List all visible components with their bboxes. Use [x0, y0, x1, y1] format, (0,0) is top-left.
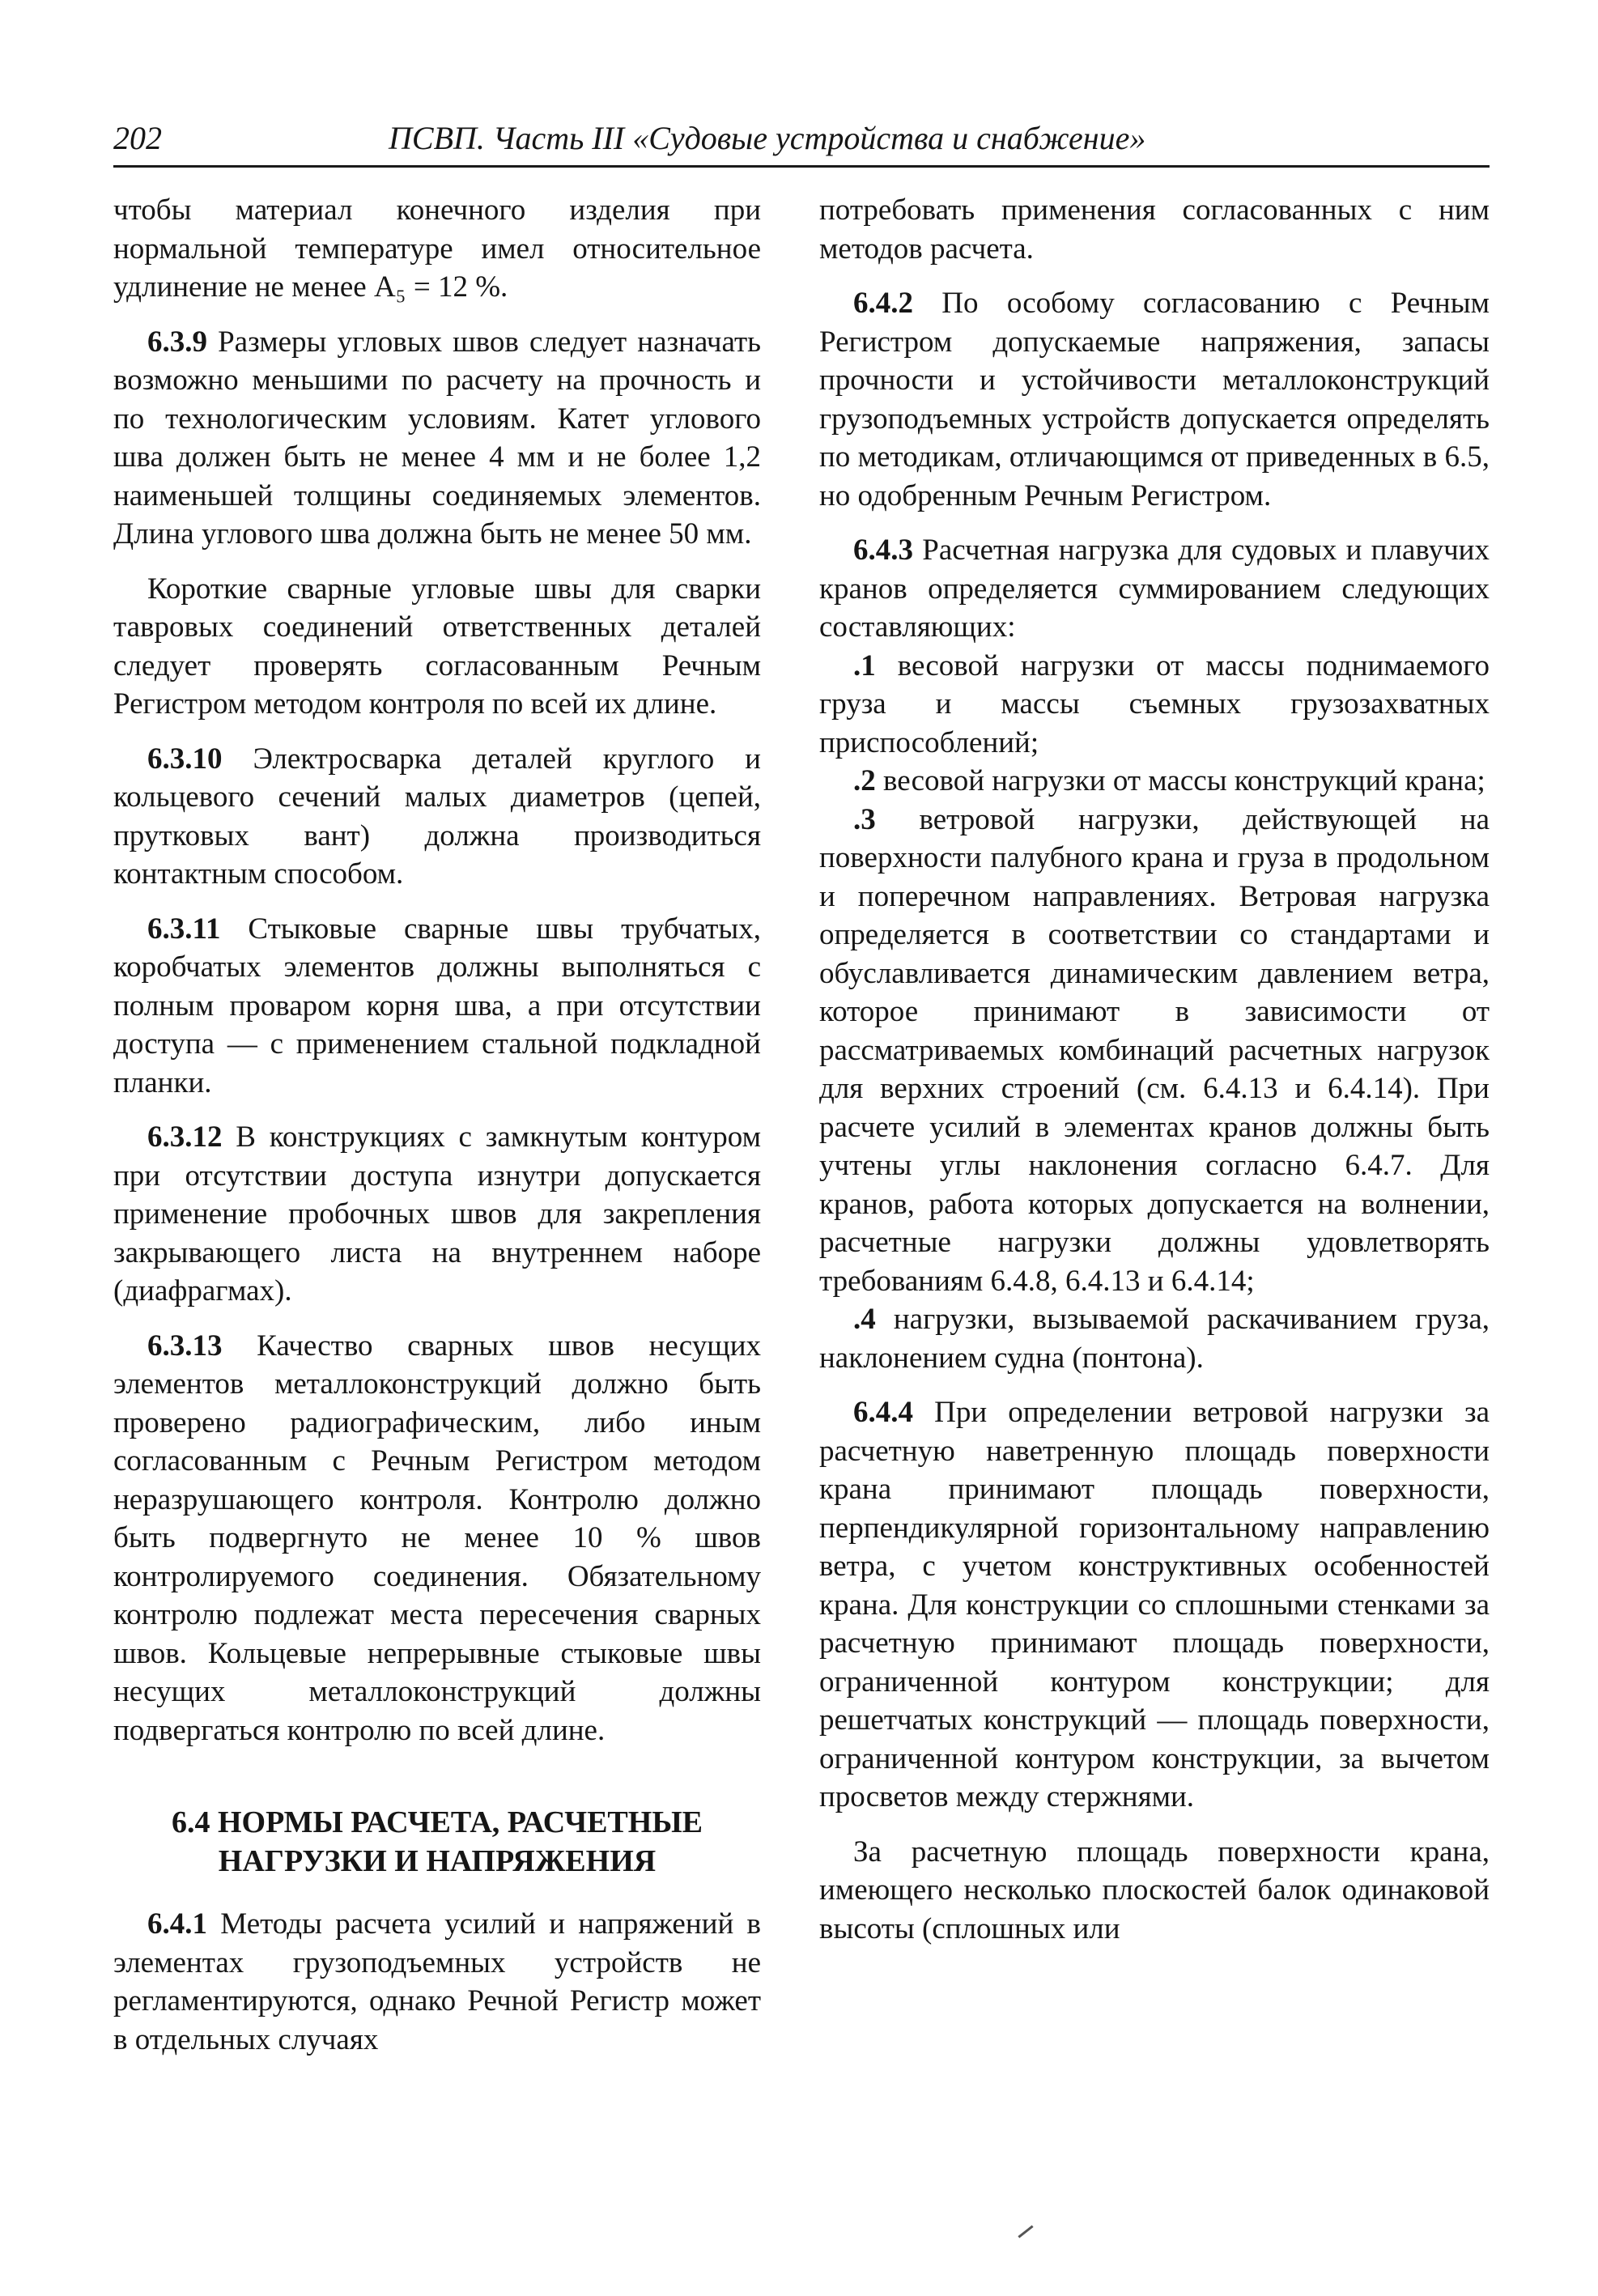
list-item-text: ветровой нагрузки, действующей на поверхности палубного крана и груза в продольном и поперечном направлениях. Ветровая нагрузка определяется в соответствии со стандартами и обуславливается динамическим давлением ветра, которое принимают в зависимости от рассматриваемых комбинаций расчетных нагрузок для верхних строений (см. 6.4.13 и 6.4.14). При расчете усилий в элементах кранов должны быть учтены углы наклонения согласно 6.4.7. Для кранов, работа которых допускается на волнении, расчетные нагрузки должны удовлетворять требованиям 6.4.8, 6.4.13 и 6.4.14;	[819, 802, 1490, 1298]
section-heading-line: НАГРУЗКИ И НАПРЯЖЕНИЯ	[218, 1844, 657, 1878]
clause-text: Электросварка деталей круглого и кольцевого сечений малых диаметров (цепей, прутковых вант) должна производиться контактным способом.	[113, 742, 761, 891]
list-item-3	[819, 801, 1490, 1301]
clause-6-4-4	[819, 1393, 1490, 1817]
clause-text: Размеры угловых швов следует назначать возможно меньшими по расчету на прочность и по технологическим условиям. Катет углового шва должен быть не менее 4 мм и не более 1,2 наименьшей толщины соединяемых элементов. Длина углового шва должна быть не менее 50 мм.	[113, 325, 761, 551]
list-item-text: весовой нагрузки от массы конструкций крана;	[875, 764, 1485, 797]
clause-number: 6.4.1	[147, 1907, 207, 1941]
clause-number: 6.4.3	[853, 534, 913, 567]
clause-6-3-10	[113, 740, 761, 894]
paragraph-continuation: потребовать применения согласованных с ним методов расчета.	[819, 193, 1490, 266]
list-item-4	[819, 1300, 1490, 1377]
clause-text: Качество сварных швов несущих элементов металлоконструкций должно быть проверено радиографическим, либо иным согласованным с Речным Регистром методом неразрушающего контроля. Контролю должно быть подвергнуто не менее 10 % швов контролируемого соединения. Обязательному контролю подлежат места пересечения сварных швов. Кольцевые непрерывные стыковые швы несущих металлоконструкций должны подвергаться контролю по всей длине.	[113, 1329, 761, 1747]
list-item-text: нагрузки, вызываемой раскачиванием груза, наклонением судна (понтона).	[819, 1303, 1490, 1375]
list-item-text: весовой нагрузки от массы поднимаемого груза и массы съемных грузозахватных приспособлений;	[819, 648, 1490, 759]
paragraph-continuation: чтобы материал конечного изделия при нормальной температуре имел относительное удлинение не менее A₅ = 12 %.	[113, 193, 761, 304]
page-header	[113, 113, 1490, 164]
list-item-number: .4	[853, 1303, 876, 1336]
clause-text: В конструкциях с замкнутым контуром при отсутствии доступа изнутри допускается применение пробочных швов для закрепления закрывающего листа на внутреннем наборе (диафрагмах).	[113, 1120, 761, 1307]
paragraph-short-welds: Короткие сварные угловые швы для сварки тавровых соединений ответственных деталей следует проверять согласованным Речным Регистром методом контроля по всей их длине.	[113, 572, 761, 721]
section-heading-line: 6.4 НОРМЫ РАСЧЕТА, РАСЧЕТНЫЕ	[171, 1805, 703, 1839]
left-column	[113, 191, 761, 2075]
clause-6-4-3	[819, 531, 1490, 647]
clause-number: 6.3.9	[147, 325, 207, 359]
list-item-number: .1	[853, 648, 876, 682]
clause-6-3-13	[113, 1327, 761, 1750]
clause-number: 6.4.2	[853, 287, 913, 320]
paragraph-calc-area: За расчетную площадь поверхности крана, имеющего несколько плоскостей балок одинаковой высоты (сплошных или	[819, 1835, 1490, 1945]
clause-number: 6.3.10	[147, 742, 223, 776]
clause-6-4-1	[113, 1905, 761, 2059]
clause-6-3-12	[113, 1118, 761, 1311]
clause-text: Методы расчета усилий и напряжений в элементах грузоподъемных устройств не регламентируются, однако Речной Регистр может в отдельных случаях	[113, 1907, 761, 2056]
clause-number: 6.3.11	[147, 912, 221, 946]
clause-text: Стыковые сварные швы трубчатых, коробчатых элементов должны выполняться с полным проваром корня шва, а при отсутствии доступа — с применением стальной подкладной планки.	[113, 912, 761, 1099]
clause-number: 6.3.13	[147, 1329, 223, 1363]
clause-number: 6.4.4	[853, 1396, 913, 1429]
clause-text: Расчетная нагрузка для судовых и плавучих кранов определяется суммированием следующих составляющих:	[819, 534, 1490, 644]
stray-pen-mark	[1018, 2226, 1033, 2239]
clause-6-3-11	[113, 910, 761, 1103]
section-heading-6-4	[113, 1803, 761, 1881]
clause-text: При определении ветровой нагрузки за расчетную наветренную площадь поверхности крана принимают площадь поверхности, перпендикулярной горизонтальному направлению ветра, с учетом конструктивных особенностей крана. Для конструкции со сплошными стенками за расчетную принимают площадь поверхности, ограниченной контуром конструкции; для решетчатых конструкций — площадь поверхности, ограниченной контуром конструкции, за вычетом просветов между стержнями.	[819, 1396, 1490, 1813]
list-item-number: .2	[853, 764, 876, 797]
right-column	[819, 191, 1490, 1964]
clause-6-4-2	[819, 284, 1490, 515]
list-item-number: .3	[853, 802, 876, 836]
running-title: ПСВП. Часть III «Судовые устройства и снабжение»	[389, 120, 1146, 156]
clause-number: 6.3.12	[147, 1120, 223, 1154]
clause-6-3-9	[113, 323, 761, 554]
header-rule	[113, 165, 1490, 168]
list-item-1	[819, 647, 1490, 763]
clause-text: По особому согласованию с Речным Регистром допускаемые напряжения, запасы прочности и устойчивости металлоконструкций грузоподъемных устройств допускается определять по методикам, отличающимся от приведенных в 6.5, но одобренным Речным Регистром.	[819, 287, 1490, 512]
list-item-2	[819, 762, 1490, 801]
page-number: 202	[113, 120, 162, 156]
